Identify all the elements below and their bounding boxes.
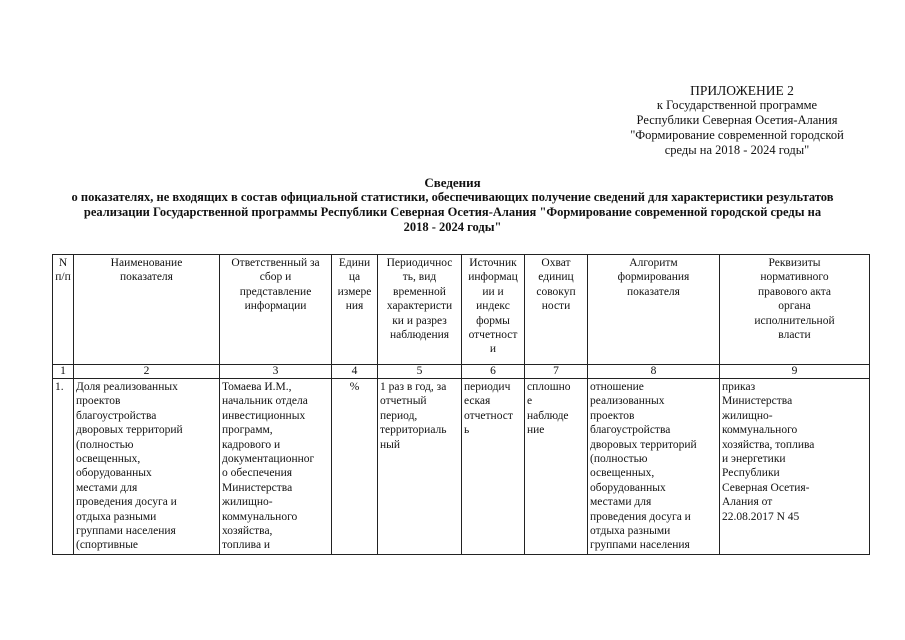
cell-text-line: документационног — [222, 453, 315, 466]
cell-text-line: показателя — [120, 271, 173, 284]
cell-text-line: ния — [345, 300, 364, 313]
column-header-8 — [588, 255, 720, 365]
cell-text-line: ние — [527, 424, 545, 437]
cell-text-line: и энергетики — [722, 453, 786, 466]
cell-text-line: период, — [380, 409, 418, 422]
column-header-9 — [720, 255, 870, 365]
cell-text-line: оборудованных — [590, 481, 666, 494]
cell-text-line: Доля реализованных — [76, 381, 178, 393]
cell-text-line: ки и разрез — [392, 314, 447, 327]
cell-text-line: отношение — [590, 381, 644, 393]
appendix-line: к Государственной программе — [656, 98, 818, 112]
cell-text-line: формы — [476, 314, 510, 327]
cell-text-line: ности — [541, 300, 571, 313]
cell-text-line: Алания от — [722, 496, 773, 509]
cell-text-line: исполнительной — [754, 314, 835, 327]
cell-text-line: жилищно- — [722, 409, 773, 422]
cell-text-line: Реквизиты — [768, 257, 821, 269]
table-cell-col-4 — [332, 379, 378, 555]
cell-text-line: приказ — [722, 381, 756, 393]
cell-text-line: отчетност — [468, 329, 518, 342]
cell-text-line: формирования — [617, 271, 690, 284]
column-number-2: 2 — [74, 365, 220, 379]
cell-text-line: местами для — [76, 481, 138, 494]
cell-text-line: (полностью — [76, 438, 134, 451]
cell-text-line: Алгоритм — [629, 257, 678, 269]
cell-text-line: благоустройства — [76, 409, 157, 422]
cell-text-line: проведения досуга и — [590, 510, 691, 523]
heading-line: о показателях, не входящих в состав официальной статистики, обеспечивающих получение сведений для характеристики результатов — [71, 190, 834, 204]
cell-text-line: власти — [778, 329, 811, 342]
indicators-table — [52, 254, 870, 555]
column-number-5: 5 — [378, 365, 462, 379]
column-header-7 — [525, 255, 588, 365]
cell-text-line: освещенных, — [590, 467, 655, 480]
cell-text-line: оборудованных — [76, 467, 152, 480]
column-header-2 — [74, 255, 220, 365]
table-cell-col-7 — [525, 379, 588, 555]
cell-text-line: кадрового и — [222, 438, 281, 451]
cell-text-line: Министерства — [222, 481, 293, 494]
table-cell-col-8 — [588, 379, 720, 555]
cell-text-line: ный — [380, 438, 401, 451]
column-number-row — [53, 365, 870, 379]
cell-text-line: реализованных — [590, 395, 665, 408]
cell-text-line: нормативного — [760, 271, 829, 284]
cell-text-line: хозяйства, топлива — [722, 438, 815, 451]
cell-text-line: 1 раз в год, за — [380, 381, 447, 393]
table-cell-col-9 — [720, 379, 870, 555]
cell-text-line: Охват — [541, 257, 571, 269]
cell-text-line: Наименование — [110, 257, 183, 269]
cell-text-line: Едини — [338, 257, 371, 269]
appendix-title: ПРИЛОЖЕНИЕ 2 — [690, 83, 794, 98]
column-number-6: 6 — [462, 365, 525, 379]
cell-text-line: Томаева И.М., — [222, 381, 292, 393]
cell-text-line: совокуп — [536, 285, 576, 298]
cell-text-line: отдыха разными — [590, 525, 671, 538]
cell-text-line: местами для — [590, 496, 652, 509]
cell-text-line: органа — [778, 300, 811, 313]
cell-text-line: Республики — [722, 467, 780, 480]
column-number-4: 4 — [332, 365, 378, 379]
column-number-3: 3 — [220, 365, 332, 379]
cell-text-line: информации — [244, 300, 307, 313]
cell-text-line: хозяйства, — [222, 525, 273, 538]
cell-text-line: информац — [468, 271, 518, 284]
cell-text-line: 22.08.2017 N 45 — [722, 510, 800, 523]
table-cell-col-6 — [462, 379, 525, 555]
cell-text-line: инвестиционных — [222, 409, 306, 422]
cell-text-line: правового акта — [757, 285, 832, 298]
cell-text-line: показателя — [627, 285, 680, 298]
cell-text-line: единиц — [538, 271, 574, 284]
appendix-line: Республики Северная Осетия-Алания — [636, 113, 838, 127]
cell-text-line: Министерства — [722, 395, 793, 408]
cell-text-line: периодич — [464, 381, 511, 393]
cell-text-line: начальник отдела — [222, 395, 308, 408]
cell-text-line: индекс — [476, 300, 510, 313]
cell-text-line: жилищно- — [222, 496, 273, 509]
cell-text-line: характеристи — [386, 300, 453, 313]
cell-text-line: % — [349, 381, 360, 393]
cell-text-line: дворовых территорий — [76, 424, 183, 437]
cell-text-line: программ, — [222, 424, 273, 437]
column-number-8: 8 — [588, 365, 720, 379]
cell-text-line: N — [58, 257, 68, 269]
appendix-line: "Формирование современной городской — [630, 128, 844, 142]
cell-text-line: 1. — [55, 381, 64, 393]
table-cell-col-2 — [74, 379, 220, 555]
cell-text-line: коммунального — [722, 424, 798, 437]
cell-text-line: ть, вид — [402, 271, 437, 284]
cell-text-line: сплошно — [527, 381, 571, 393]
appendix-line: среды на 2018 - 2024 годы" — [664, 143, 810, 157]
cell-text-line: (спортивные — [76, 539, 139, 552]
heading-title: Сведения — [424, 175, 481, 190]
cell-text-line: сбор и — [259, 271, 292, 284]
cell-text-line: Периодичнос — [386, 257, 453, 269]
cell-text-line: Источник — [469, 257, 517, 269]
cell-text-line: Северная Осетия- — [722, 481, 810, 494]
document-heading — [0, 175, 905, 235]
cell-text-line: наблюдения — [389, 329, 450, 342]
cell-text-line: отдыха разными — [76, 510, 157, 523]
table-cell-col-3 — [220, 379, 332, 555]
cell-text-line: наблюде — [527, 409, 569, 422]
cell-text-line: ии и — [482, 285, 504, 298]
column-header-1 — [53, 255, 74, 365]
cell-text-line: еская — [464, 395, 491, 408]
cell-text-line: и — [489, 343, 497, 356]
column-header-4 — [332, 255, 378, 365]
table-header-row — [53, 255, 870, 365]
cell-text-line: п/п — [55, 271, 71, 284]
column-number-7: 7 — [525, 365, 588, 379]
cell-text-line: группами населения — [590, 539, 690, 552]
column-header-5 — [378, 255, 462, 365]
column-number-1: 1 — [53, 365, 74, 379]
appendix-block — [617, 83, 857, 158]
table-row — [53, 379, 870, 555]
cell-text-line: благоустройства — [590, 424, 671, 437]
cell-text-line: территориаль — [380, 424, 447, 437]
cell-text-line: проектов — [76, 395, 121, 408]
cell-text-line: освещенных, — [76, 453, 141, 466]
cell-text-line: измере — [337, 285, 372, 298]
cell-text-line: ь — [464, 424, 470, 437]
cell-text-line: представление — [239, 285, 312, 298]
cell-text-line: (полностью — [590, 453, 648, 466]
cell-text-line: группами населения — [76, 525, 176, 538]
cell-text-line: коммунального — [222, 510, 298, 523]
cell-text-line: дворовых территорий — [590, 438, 697, 451]
cell-text-line: проектов — [590, 409, 635, 422]
cell-text-line: временной — [393, 285, 446, 298]
column-number-9: 9 — [720, 365, 870, 379]
cell-text-line: проведения досуга и — [76, 496, 177, 509]
cell-text-line: е — [527, 395, 533, 408]
cell-text-line: топлива и — [222, 539, 271, 552]
heading-line: 2018 - 2024 годы" — [403, 220, 502, 234]
cell-text-line: отчетност — [464, 409, 513, 422]
cell-text-line: Ответственный за — [231, 257, 320, 269]
cell-text-line: отчетный — [380, 395, 427, 408]
cell-text-line: ца — [348, 271, 361, 284]
heading-line: реализации Государственной программы Республики Северная Осетия-Алания "Формирование современной городской среды на — [83, 205, 822, 219]
table-cell-col-5 — [378, 379, 462, 555]
table-cell-col-1 — [53, 379, 74, 555]
cell-text-line: о обеспечения — [222, 467, 293, 480]
column-header-6 — [462, 255, 525, 365]
column-header-3 — [220, 255, 332, 365]
